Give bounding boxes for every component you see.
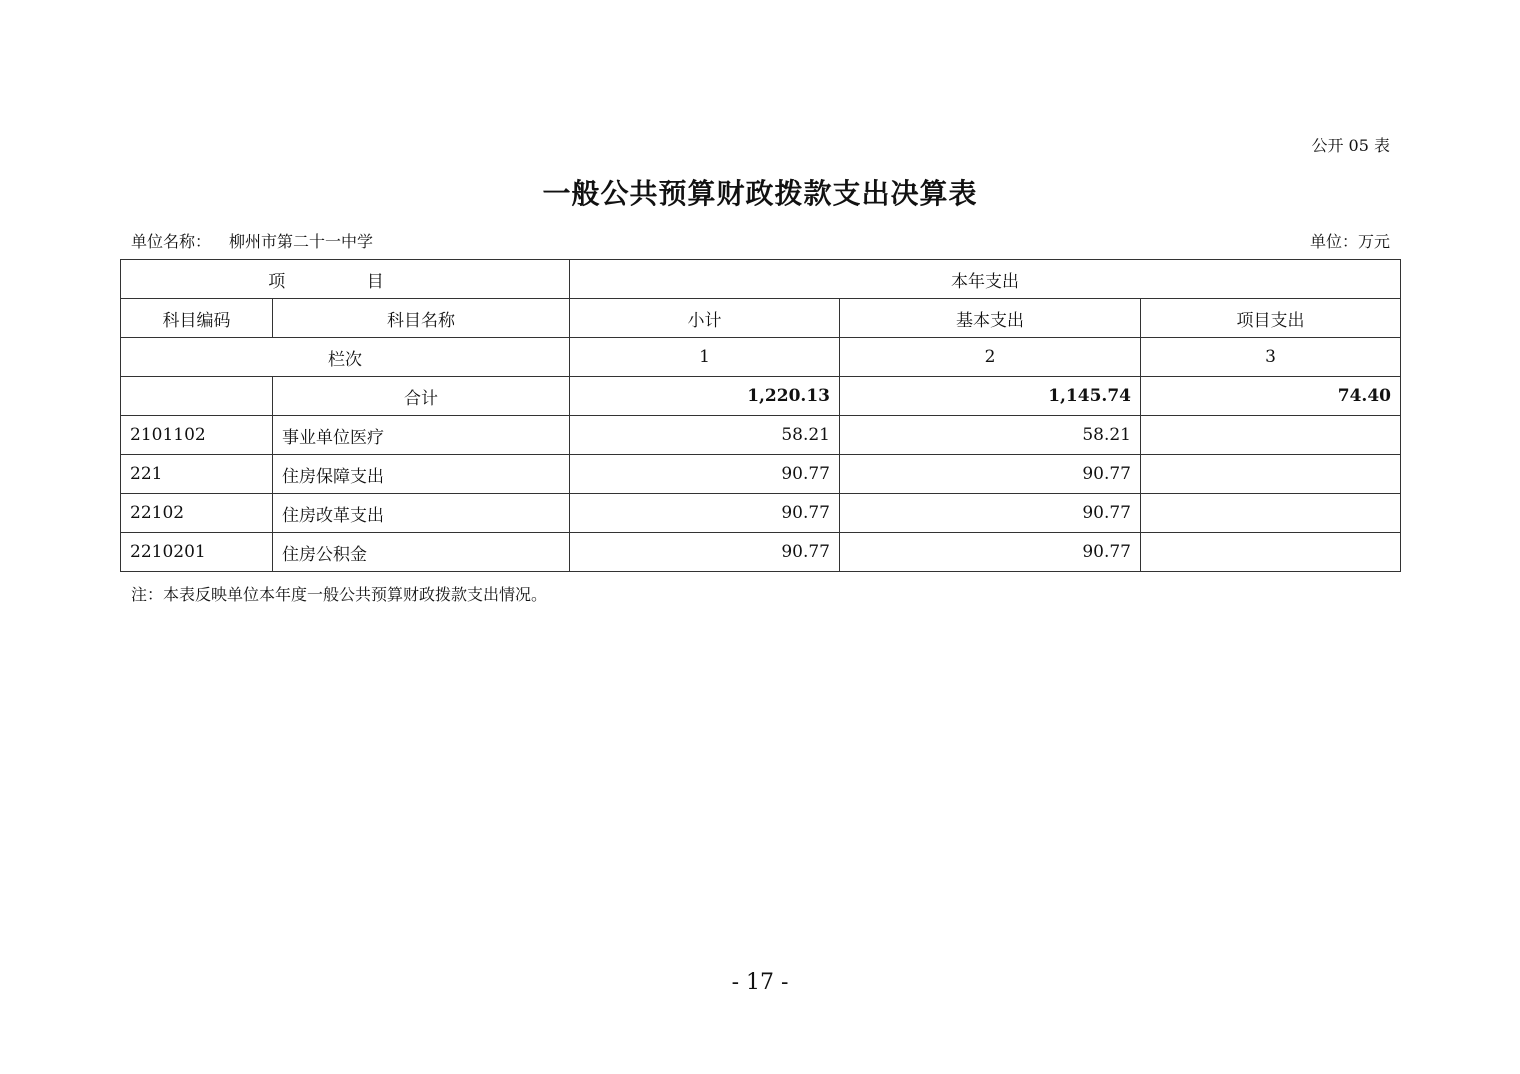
row-code: 221 — [121, 455, 273, 494]
currency-unit: 单位：万元 — [1309, 232, 1390, 251]
total-subtotal: 1,220.13 — [570, 377, 840, 416]
table-row — [121, 416, 1401, 455]
page-number: - 17 - — [731, 970, 789, 995]
header-current-year: 本年支出 — [570, 260, 1401, 299]
column-index-row — [121, 338, 1401, 377]
header-row-1 — [121, 260, 1401, 299]
row-basic: 90.77 — [840, 533, 1141, 572]
page-title: 一般公共预算财政拨款支出决算表 — [542, 177, 978, 210]
col-code-header: 科目编码 — [121, 299, 273, 338]
unit-name: 柳州市第二十一中学 — [229, 232, 374, 251]
column-index-label: 栏次 — [121, 338, 570, 377]
column-index-3: 3 — [1141, 338, 1401, 377]
unit-info — [131, 229, 373, 252]
total-label: 合计 — [273, 377, 570, 416]
unit-name-label: 单位名称： — [131, 232, 212, 251]
header-item: 项 目 — [121, 260, 570, 299]
col-subtotal-header: 小计 — [570, 299, 840, 338]
report-meta — [131, 229, 1390, 252]
table-note: 注：本表反映单位本年度一般公共预算财政拨款支出情况。 — [131, 585, 548, 604]
row-subtotal: 90.77 — [570, 455, 840, 494]
row-project — [1141, 494, 1401, 533]
row-project — [1141, 533, 1401, 572]
row-name: 住房公积金 — [273, 533, 570, 572]
col-name-header: 科目名称 — [273, 299, 570, 338]
col-project-header: 项目支出 — [1141, 299, 1401, 338]
header-row-2 — [121, 299, 1401, 338]
row-name: 事业单位医疗 — [273, 416, 570, 455]
total-project: 74.40 — [1141, 377, 1401, 416]
row-subtotal: 90.77 — [570, 494, 840, 533]
row-project — [1141, 455, 1401, 494]
row-basic: 90.77 — [840, 455, 1141, 494]
table-row — [121, 494, 1401, 533]
row-code: 22102 — [121, 494, 273, 533]
total-row — [121, 377, 1401, 416]
row-name: 住房保障支出 — [273, 455, 570, 494]
total-code — [121, 377, 273, 416]
col-basic-header: 基本支出 — [840, 299, 1141, 338]
expenditure-table — [120, 259, 1401, 572]
row-subtotal: 90.77 — [570, 533, 840, 572]
column-index-1: 1 — [570, 338, 840, 377]
total-basic: 1,145.74 — [840, 377, 1141, 416]
row-name: 住房改革支出 — [273, 494, 570, 533]
row-basic: 90.77 — [840, 494, 1141, 533]
row-basic: 58.21 — [840, 416, 1141, 455]
table-row — [121, 455, 1401, 494]
row-code: 2101102 — [121, 416, 273, 455]
row-code: 2210201 — [121, 533, 273, 572]
row-project — [1141, 416, 1401, 455]
row-subtotal: 58.21 — [570, 416, 840, 455]
column-index-2: 2 — [840, 338, 1141, 377]
table-row — [121, 533, 1401, 572]
form-number: 公开 05 表 — [1311, 136, 1390, 155]
